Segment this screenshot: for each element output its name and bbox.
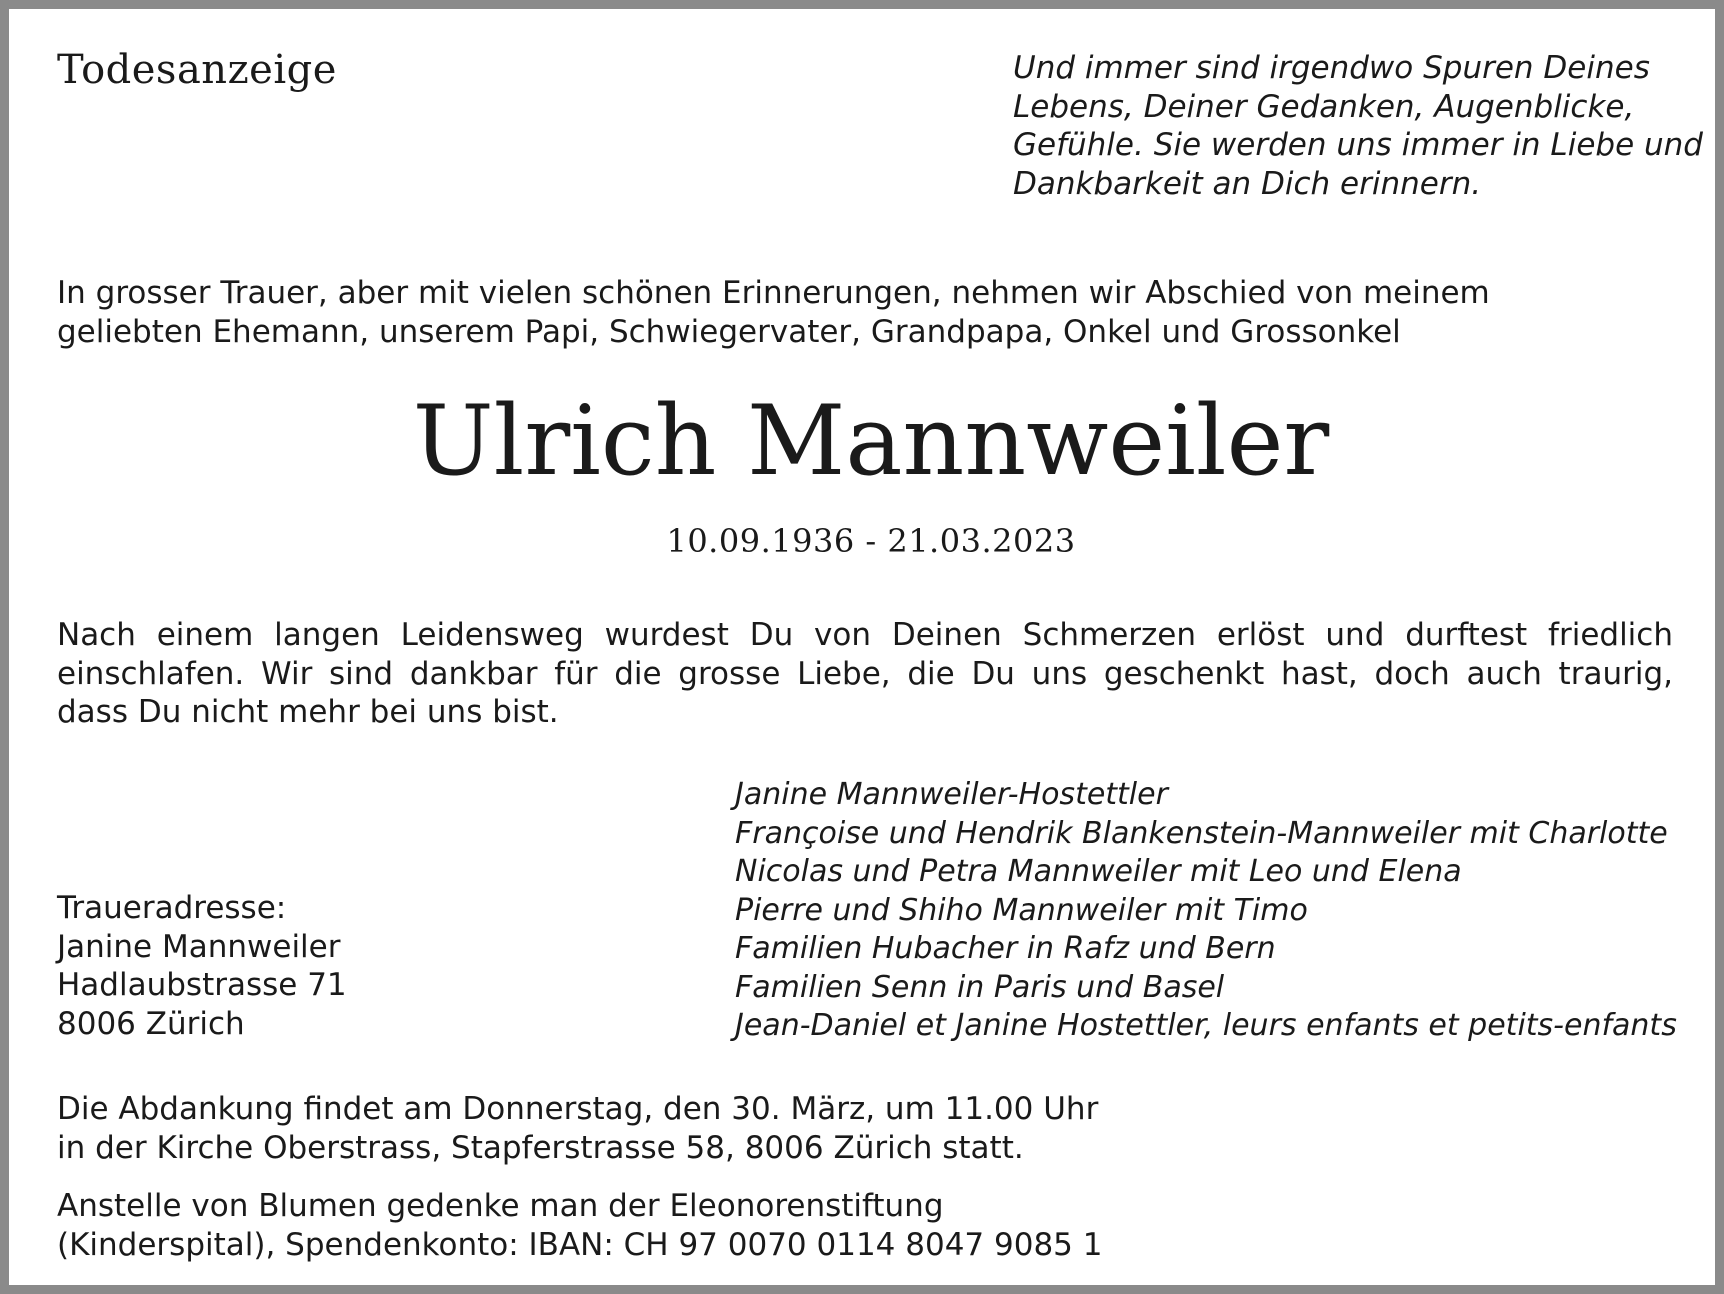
memorial-quote (1013, 49, 1703, 203)
mourners-list (735, 776, 1685, 1046)
message-line: dass Du nicht mehr bei uns bist. (57, 694, 559, 730)
mourner-entry: Jean-Daniel et Janine Hostettler, leurs enfants et petits-enfants (735, 1008, 1677, 1043)
intro-text (57, 274, 1490, 352)
mourner-entry: Françoise und Hendrik Blankenstein-Mannweiler mit Charlotte (735, 815, 1668, 851)
address-label: Traueradresse: (57, 890, 287, 926)
mourner-entry: Familien Senn in Paris und Basel (735, 969, 1225, 1005)
farewell-message (57, 616, 1673, 732)
life-dates: 10.09.1936 - 21.03.2023 (666, 522, 1076, 560)
quote-line: Dankbarkeit an Dich erinnern. (1013, 165, 1482, 202)
mourner-entry: Pierre und Shiho Mannweiler mit Timo (735, 892, 1308, 928)
address-name: Janine Mannweiler (57, 928, 341, 965)
address-street: Hadlaubstrasse 71 (57, 967, 347, 1003)
deceased-name: Ulrich Mannweiler (412, 385, 1330, 497)
mourning-address (57, 889, 347, 1043)
message-line: einschlafen. Wir sind dankbar für die grosse Liebe, die Du uns geschenkt hast, doch auch traurig, (57, 655, 1673, 692)
message-line: Nach einem langen Leidensweg wurdest Du von Deinen Schmerzen erlöst und durftest friedlich (57, 617, 1673, 653)
intro-line: geliebten Ehemann, unserem Papi, Schwiegervater, Grandpapa, Onkel und Grossonkel (57, 314, 1401, 350)
intro-line: In grosser Trauer, aber mit vielen schönen Erinnerungen, nehmen wir Abschied von meinem (57, 275, 1490, 311)
quote-line: Und immer sind irgendwo Spuren Deines (1013, 50, 1650, 86)
mourner-entry: Nicolas und Petra Mannweiler mit Leo und Elena (735, 854, 1462, 889)
donation-line: Anstelle von Blumen gedenke man der Eleonorenstiftung (57, 1188, 944, 1224)
quote-line: Gefühle. Sie werden uns immer in Liebe und (1013, 127, 1703, 163)
donation-line: (Kinderspital), Spendenkonto: IBAN: CH 97 0070 0114 8047 9085 1 (57, 1226, 1103, 1263)
mourner-entry: Janine Mannweiler-Hostettler (735, 777, 1168, 812)
service-line: in der Kirche Oberstrass, Stapferstrasse 58, 8006 Zürich statt. (57, 1129, 1024, 1166)
address-city: 8006 Zürich (57, 1005, 245, 1042)
quote-line: Lebens, Deiner Gedanken, Augenblicke, (1013, 88, 1635, 125)
funeral-service-info (57, 1090, 1098, 1167)
donation-info (57, 1187, 1102, 1264)
mourner-entry: Familien Hubacher in Rafz und Bern (735, 931, 1276, 966)
service-line: Die Abdankung findet am Donnerstag, den 30. März, um 11.00 Uhr (57, 1091, 1099, 1127)
notice-heading: Todesanzeige (57, 47, 337, 93)
